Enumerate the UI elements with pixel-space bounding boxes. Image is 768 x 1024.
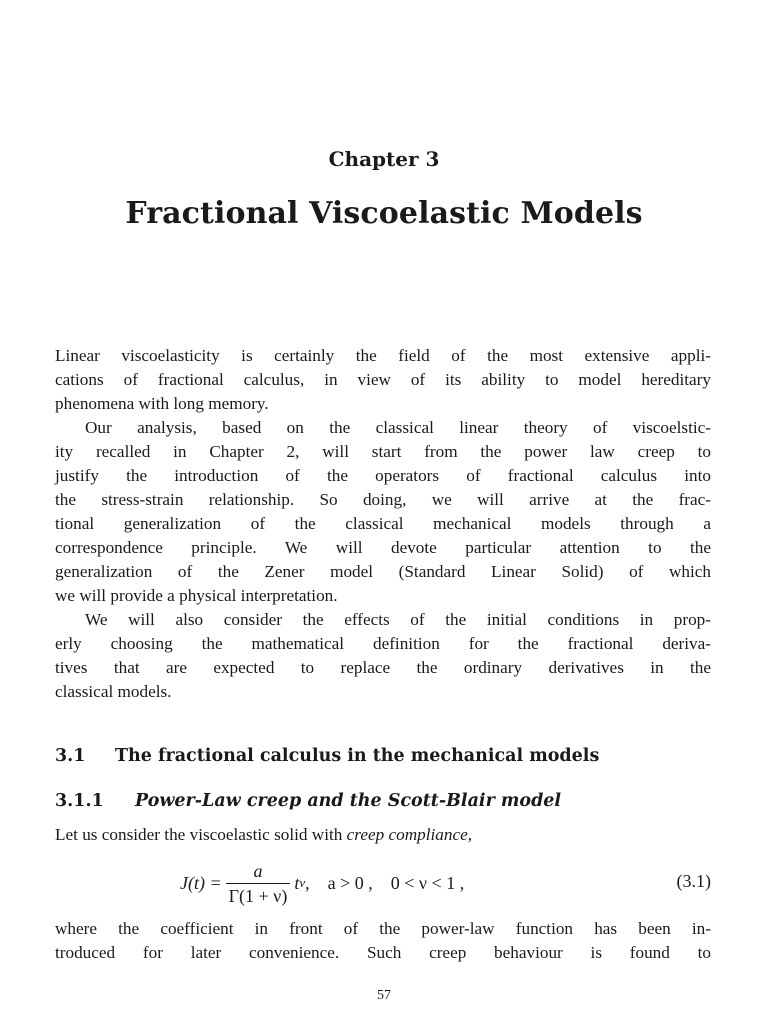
text-line: phenomena with long memory. bbox=[55, 394, 269, 413]
text-line: justify the introduction of the operators of fractional calculus into bbox=[55, 466, 711, 485]
text-line: Linear viscoelasticity is certainly the field of the most extensive appli- bbox=[55, 346, 711, 365]
subsection-heading bbox=[55, 791, 561, 811]
intro-paragraph-3 bbox=[55, 608, 711, 704]
power-base: t bbox=[294, 872, 300, 893]
text-line: generalization of the Zener model (Standard Linear Solid) of which bbox=[55, 562, 711, 581]
equation-body bbox=[180, 856, 464, 910]
equation-lhs: J(t) = bbox=[180, 872, 222, 893]
text-line: ity recalled in Chapter 2, will start from the power law creep to bbox=[55, 442, 711, 461]
section-heading bbox=[55, 746, 599, 766]
text-line: tives that are expected to replace the ordinary derivatives in the bbox=[55, 658, 711, 677]
equation-3-1 bbox=[55, 856, 711, 910]
text-line: where the coefficient in front of the power-law function has been in- bbox=[55, 919, 711, 938]
fraction-denominator: Γ(1 + ν) bbox=[226, 883, 291, 906]
creep-intro-prefix: Let us consider the viscoelastic solid with bbox=[55, 825, 347, 844]
power-exponent: ν bbox=[299, 875, 306, 890]
creep-intro-suffix: , bbox=[467, 825, 473, 844]
chapter-label: Chapter 3 bbox=[328, 147, 440, 171]
creep-compliance-term: creep compliance bbox=[346, 825, 468, 844]
text-line: cations of fractional calculus, in view of its ability to model hereditary bbox=[55, 370, 711, 389]
subsection-title: Power-Law creep and the Scott-Blair model bbox=[135, 791, 562, 811]
intro-paragraph-1 bbox=[55, 344, 711, 416]
text-line: Our analysis, based on the classical linear theory of viscoelstic- bbox=[85, 418, 711, 437]
after-equation-text bbox=[55, 917, 711, 965]
creep-intro-text bbox=[55, 825, 711, 845]
equation-number: (3.1) bbox=[676, 871, 711, 891]
text-line: the stress-strain relationship. So doing, we will arrive at the frac- bbox=[55, 490, 711, 509]
intro-paragraph-2 bbox=[55, 416, 711, 608]
text-line: classical models. bbox=[55, 682, 172, 701]
fraction-numerator: a bbox=[253, 860, 263, 881]
page-number: 57 bbox=[377, 988, 391, 1003]
intro-text bbox=[55, 344, 711, 704]
text-line: we will provide a physical interpretation. bbox=[55, 586, 338, 605]
subsection-number: 3.1.1 bbox=[55, 791, 104, 811]
text-line: troduced for later convenience. Such creep behaviour is found to bbox=[55, 943, 711, 962]
section-number: 3.1 bbox=[55, 746, 86, 766]
section-title: The fractional calculus in the mechanical models bbox=[115, 746, 600, 766]
chapter-title: Fractional Viscoelastic Models bbox=[125, 196, 643, 231]
text-line: correspondence principle. We will devote particular attention to the bbox=[55, 538, 711, 557]
equation-fraction bbox=[226, 861, 291, 906]
text-line: We will also consider the effects of the initial conditions in prop- bbox=[85, 610, 711, 629]
text-line: erly choosing the mathematical definition for the fractional deriva- bbox=[55, 634, 711, 653]
equation-conditions: , a > 0 , 0 < ν < 1 , bbox=[305, 872, 465, 893]
text-line: tional generalization of the classical mechanical models through a bbox=[55, 514, 711, 533]
